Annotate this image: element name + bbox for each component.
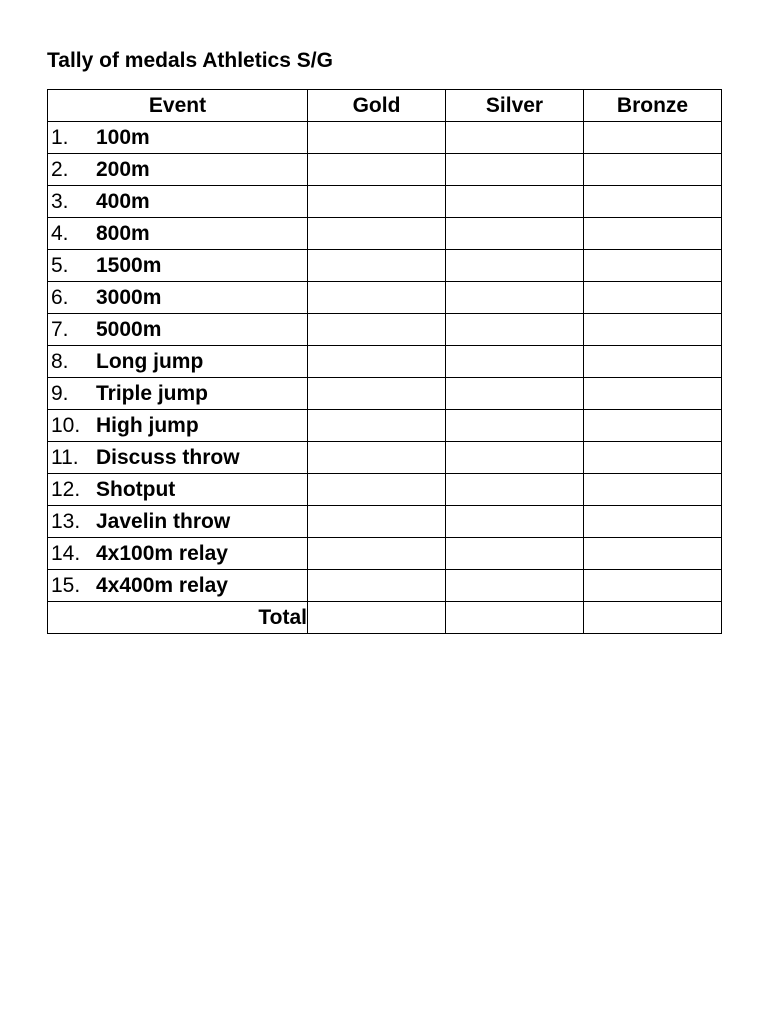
silver-medal-cell[interactable] (446, 474, 584, 506)
event-cell (48, 122, 308, 154)
event-name: 4x400m relay (96, 573, 228, 597)
event-name: 400m (96, 189, 150, 213)
table-row (48, 218, 722, 250)
gold-medal-cell[interactable] (308, 122, 446, 154)
bronze-medal-cell[interactable] (584, 346, 722, 378)
event-name: 3000m (96, 285, 162, 309)
event-cell (48, 410, 308, 442)
silver-medal-cell[interactable] (446, 506, 584, 538)
event-number: 9. (51, 381, 69, 405)
event-name: 5000m (96, 317, 162, 341)
event-name: 100m (96, 125, 150, 149)
event-number: 1. (51, 125, 69, 149)
table-row (48, 122, 722, 154)
event-number: 3. (51, 189, 69, 213)
gold-medal-cell[interactable] (308, 570, 446, 602)
bronze-medal-cell[interactable] (584, 378, 722, 410)
bronze-medal-cell[interactable] (584, 154, 722, 186)
gold-medal-cell[interactable] (308, 154, 446, 186)
event-name: 1500m (96, 253, 162, 277)
table-row (48, 250, 722, 282)
event-number: 6. (51, 285, 69, 309)
event-number: 8. (51, 349, 69, 373)
silver-medal-cell[interactable] (446, 570, 584, 602)
event-number: 14. (51, 541, 81, 565)
event-cell (48, 346, 308, 378)
bronze-medal-cell[interactable] (584, 250, 722, 282)
header-bronze: Bronze (584, 90, 722, 122)
silver-medal-cell[interactable] (446, 346, 584, 378)
bronze-medal-cell[interactable] (584, 122, 722, 154)
event-cell (48, 250, 308, 282)
table-body (48, 122, 722, 634)
table-row (48, 154, 722, 186)
event-cell (48, 538, 308, 570)
silver-medal-cell[interactable] (446, 282, 584, 314)
total-bronze-cell[interactable] (584, 602, 722, 634)
event-number: 15. (51, 573, 81, 597)
gold-medal-cell[interactable] (308, 186, 446, 218)
event-name: Triple jump (96, 381, 209, 405)
table-row (48, 506, 722, 538)
table-row (48, 538, 722, 570)
gold-medal-cell[interactable] (308, 538, 446, 570)
header-silver: Silver (446, 90, 584, 122)
silver-medal-cell[interactable] (446, 378, 584, 410)
event-name: 200m (96, 157, 150, 181)
table-header (48, 90, 722, 122)
total-silver-cell[interactable] (446, 602, 584, 634)
bronze-medal-cell[interactable] (584, 538, 722, 570)
gold-medal-cell[interactable] (308, 378, 446, 410)
table-row (48, 346, 722, 378)
table-row (48, 314, 722, 346)
table-row (48, 442, 722, 474)
event-number: 4. (51, 221, 69, 245)
header-row (48, 90, 722, 122)
event-number: 13. (51, 509, 81, 533)
event-cell (48, 218, 308, 250)
bronze-medal-cell[interactable] (584, 474, 722, 506)
event-name: Long jump (96, 349, 204, 373)
gold-medal-cell[interactable] (308, 442, 446, 474)
event-number: 5. (51, 253, 69, 277)
gold-medal-cell[interactable] (308, 506, 446, 538)
table-row (48, 570, 722, 602)
event-cell (48, 314, 308, 346)
event-name: High jump (96, 413, 199, 437)
bronze-medal-cell[interactable] (584, 442, 722, 474)
total-gold-cell[interactable] (308, 602, 446, 634)
table-row (48, 378, 722, 410)
medal-tally-table (47, 89, 722, 634)
event-name: Javelin throw (96, 509, 231, 533)
event-name: 4x100m relay (96, 541, 228, 565)
event-cell (48, 154, 308, 186)
silver-medal-cell[interactable] (446, 410, 584, 442)
event-cell (48, 282, 308, 314)
event-name: Discuss throw (96, 445, 240, 469)
table-row (48, 282, 722, 314)
silver-medal-cell[interactable] (446, 122, 584, 154)
bronze-medal-cell[interactable] (584, 410, 722, 442)
bronze-medal-cell[interactable] (584, 282, 722, 314)
event-cell (48, 442, 308, 474)
gold-medal-cell[interactable] (308, 250, 446, 282)
bronze-medal-cell[interactable] (584, 314, 722, 346)
gold-medal-cell[interactable] (308, 346, 446, 378)
event-number: 2. (51, 157, 69, 181)
event-name: Shotput (96, 477, 176, 501)
event-cell (48, 474, 308, 506)
silver-medal-cell[interactable] (446, 186, 584, 218)
bronze-medal-cell[interactable] (584, 218, 722, 250)
event-cell (48, 506, 308, 538)
event-cell (48, 378, 308, 410)
header-event: Event (48, 90, 308, 122)
gold-medal-cell[interactable] (308, 314, 446, 346)
event-number: 7. (51, 317, 69, 341)
gold-medal-cell[interactable] (308, 218, 446, 250)
bronze-medal-cell[interactable] (584, 570, 722, 602)
silver-medal-cell[interactable] (446, 314, 584, 346)
silver-medal-cell[interactable] (446, 218, 584, 250)
table-row (48, 186, 722, 218)
bronze-medal-cell[interactable] (584, 506, 722, 538)
silver-medal-cell[interactable] (446, 154, 584, 186)
gold-medal-cell[interactable] (308, 282, 446, 314)
table-row (48, 474, 722, 506)
gold-medal-cell[interactable] (308, 474, 446, 506)
total-row (48, 602, 722, 634)
silver-medal-cell[interactable] (446, 442, 584, 474)
header-gold: Gold (308, 90, 446, 122)
silver-medal-cell[interactable] (446, 538, 584, 570)
event-name: 800m (96, 221, 150, 245)
event-cell (48, 570, 308, 602)
event-number: 10. (51, 413, 81, 437)
silver-medal-cell[interactable] (446, 250, 584, 282)
bronze-medal-cell[interactable] (584, 186, 722, 218)
event-number: 11. (51, 445, 79, 469)
total-label: Total (48, 602, 308, 634)
table-row (48, 410, 722, 442)
document-title: Tally of medals Athletics S/G (47, 49, 333, 72)
event-number: 12. (51, 477, 81, 501)
event-cell (48, 186, 308, 218)
gold-medal-cell[interactable] (308, 410, 446, 442)
